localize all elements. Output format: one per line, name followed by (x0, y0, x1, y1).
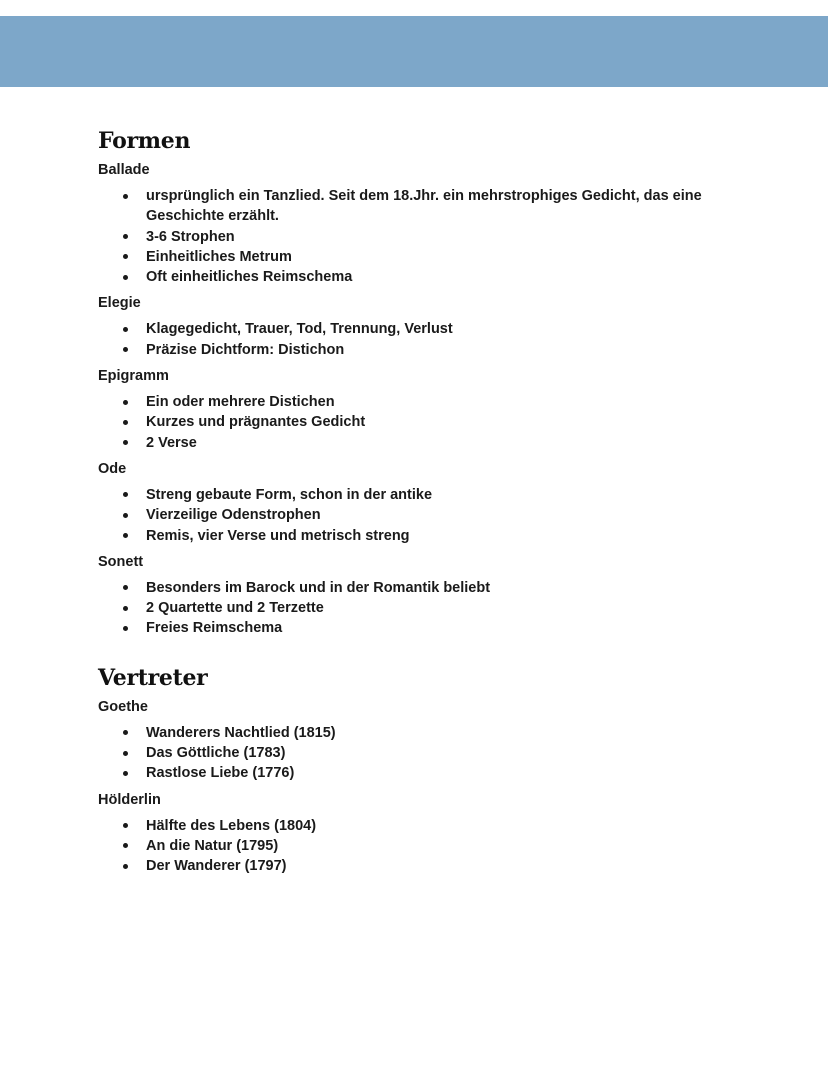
section-heading: Formen (98, 128, 191, 154)
page-top-margin (0, 0, 828, 16)
group-label-ode: Ode (98, 460, 127, 477)
list-item: Kurzes und prägnantes Gedicht (98, 412, 738, 432)
list-item: Vierzeilige Odenstrophen (98, 505, 738, 525)
bullet-list-hoelderlin (98, 816, 738, 877)
list-item: Das Göttliche (1783) (98, 743, 738, 763)
list-item: Der Wanderer (1797) (98, 856, 738, 876)
list-item: 2 Quartette und 2 Terzette (98, 598, 738, 618)
section-heading: Vertreter (98, 664, 208, 691)
list-item: Streng gebaute Form, schon in der antike (98, 485, 738, 505)
section-formen (98, 126, 738, 639)
bullet-list-ode (98, 485, 738, 546)
group-label-epigramm: Epigramm (98, 368, 169, 385)
list-item: Hälfte des Lebens (1804) (98, 816, 738, 836)
list-item: An die Natur (1795) (98, 836, 738, 856)
list-item: Rastlose Liebe (1776) (98, 763, 738, 783)
list-item: Wanderers Nachtlied (1815) (98, 723, 738, 743)
list-item: 3-6 Strophen (98, 227, 738, 247)
group-label-goethe: Goethe (98, 698, 148, 715)
section-vertreter (98, 663, 738, 877)
group-label-sonett: Sonett (98, 553, 144, 570)
list-item: Remis, vier Verse und metrisch streng (98, 526, 738, 546)
bullet-list-sonett (98, 578, 738, 639)
group-label-hoelderlin: Hölderlin (98, 791, 161, 808)
bullet-list-epigramm (98, 392, 738, 453)
list-item: 2 Verse (98, 433, 738, 453)
document-body (98, 126, 738, 883)
group-label-elegie: Elegie (98, 295, 141, 312)
bullet-list-elegie (98, 319, 738, 360)
list-item: Ein oder mehrere Distichen (98, 392, 738, 412)
list-item: Einheitliches Metrum (98, 247, 738, 267)
header-band (0, 16, 828, 87)
list-item: Klagegedicht, Trauer, Tod, Trennung, Verlust (98, 319, 738, 339)
list-item: Präzise Dichtform: Distichon (98, 340, 738, 360)
list-item: Oft einheitliches Reimschema (98, 267, 738, 287)
list-item: Freies Reimschema (98, 618, 738, 638)
bullet-list-goethe (98, 723, 738, 784)
list-item: Besonders im Barock und in der Romantik beliebt (98, 578, 738, 598)
bullet-list-ballade (98, 186, 738, 287)
list-item: ursprünglich ein Tanzlied. Seit dem 18.Jhr. ein mehrstrophiges Gedicht, das eine Geschichte erzählt. (98, 186, 738, 227)
group-label-ballade: Ballade (98, 162, 150, 178)
